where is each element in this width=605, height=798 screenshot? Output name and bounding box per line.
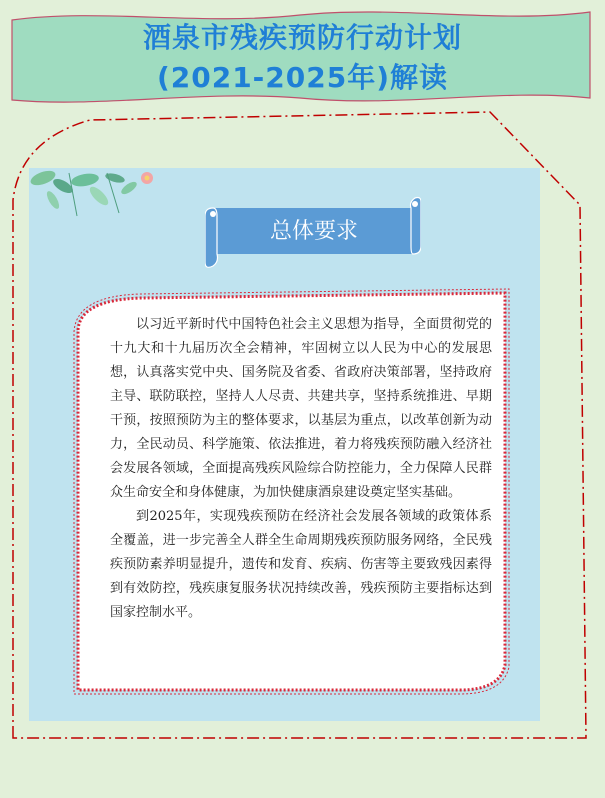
section-heading: 总体要求 — [269, 219, 358, 244]
title-line-1: 酒泉市残疾预防行动计划 — [142, 21, 462, 54]
paragraph: 到2025年，实现残疾预防在经济社会发展各领域的政策体系全覆盖，进一步完善全人群全生命周期残疾预防服务网络，全民残疾预防素养明显提升，遗传和发育、疾病、伤害等主要致残因素得到有效防控，残疾康复服务状况持续改善，残疾预防主要指标达到国家控制水平。 — [110, 509, 492, 620]
section-body — [110, 313, 492, 625]
paragraph: 以习近平新时代中国特色社会主义思想为指导，全面贯彻党的十九大和十九届历次全会精神，牢固树立以人民为中心的发展思想，认真落实党中央、国务院及省委、省政府决策部署，坚持政府主导、联防联控，坚持人人尽责、共建共享，坚持系统推进、早期干预，按照预防为主的整体要求，以基层为重点，以改革创新为动力，全民动员、科学施策、依法推进，着力将残疾预防融入经济社会发展各领域，全面提高残疾风险综合防控能力，全力保障人民群众生命安全和身体健康，为加快健康酒泉建设奠定坚实基础。 — [110, 317, 492, 500]
title-line-2: (2021-2025年)解读 — [156, 61, 449, 94]
